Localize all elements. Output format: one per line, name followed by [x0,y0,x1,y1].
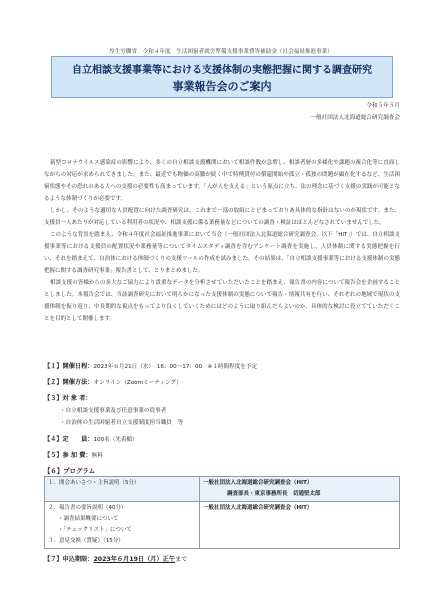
program-table [44,476,400,549]
section-value: 100名（先着順） [93,437,138,443]
program-item: ２．報告書の要旨説明（40分） [48,505,127,511]
program-cell-left [45,477,200,502]
program-item: １．開会あいさつ・主旨説明（5分） [48,480,140,486]
section-datetime [44,361,257,370]
section-capacity [44,434,138,443]
program-cell-right [200,477,400,502]
speaker-name: 調査部長・東京事務所長 切通堅太郎 [227,491,321,497]
section-label: 【２】開催方法： [44,379,94,386]
title-line-1: 自立相談支援事業等における支援体制の実態把握に関する調査研究 [72,65,372,76]
paragraph: このような背景を踏まえ、令和４年度社会福祉推進事業において当会（一般社団法人北海道総合研究調査会、以下「HIT」）では、自立相談支援事業等における支援員の配置状況や業務量等についてタイムスタディ調査を含むアンケート調査を実施し、人員体制に関する実態把握を行い、それを踏まえて、自治体における体制づくりの支援ツールの作成を試みました。その結果は、「自立相談支援事業等における支援体制の実態把握に関する調査研究事業」報告書として、とりまとめました。 [44,232,400,274]
table-row [45,502,400,549]
paragraph: 相談支援の皆様からの多大なご協力により貴重なデータを分析させていただいたことを踏まえ、報告書の内容について報告会を企画することとしました。本報告会では、当該調査研究において明らかになった支援体制の実態について報告・情報共有を行い、それぞれの地域で現状の支援体制を振り返り、中長期的な視点をもってより良くしていくためにはどのように取り組んだらよいのか、具体的な検討に役立てていただくことを目的として開催します。 [44,280,400,322]
program-cell-right [200,502,400,549]
organization: 一般社団法人北海道総合研究調査会 [310,115,400,121]
program-item: ３．意見交換（質疑）（15分） [48,538,124,544]
section-deadline [44,554,187,563]
paragraph: 新型コロナウイルス感染症の影響により、多くの自立相談支援機関において相談件数が急増し、相談者層の多様化や課題の複合化等に直面しながらの対応が求められてきました。また、最近でも物価の高騰が続く中で特例貸付の償還開始や孤立・孤独の問題が顕在化するなど、生活困窮状態やその恐れのある人への支援の必要性も高まっています。「人が人を支える」という原点に立ち、法の理念に基づく支援の実践が可能となるような体制づくりが必要です。 [44,160,400,202]
body-text [44,157,400,325]
program-cell-left [45,502,200,549]
paragraph: しかし、そのような適切な人員配置に向けた調査研究は、これまで一部の取組にとどまっておりあ具体的な指針はないのが現状です。また、支援員一人あたりが対応している利用者の状況や、相談支援に係る業務量などについての調査・検証はほとんどなされていませんでした。 [44,208,400,226]
section-value: オンライン（Zoomミーティング） [93,380,182,386]
table-row [45,477,400,502]
section-format [44,377,182,386]
section-target [44,393,92,402]
section-fee [44,450,103,459]
section-label: 【７】申込期限： [44,556,94,563]
section-label: 【４】定 員： [44,436,94,443]
speaker-org: 一般社団法人北海道総合研究調査会（HIT） [203,505,313,511]
issue-date: 令和５年５月 [366,103,400,109]
section-value: 2023年６月21日（水） 16：00～17：00 ※１時間程度を予定 [93,364,258,370]
list-item: ・自治体の生活困窮者自立支援制度担当職員 等 [60,420,184,426]
title-box [51,56,393,98]
section-label: 【３】対 象 者： [44,395,92,402]
list-item: ・自立相談支援事業及び任意事業の従事者 [60,408,167,414]
section-program: 【６】プログラム [44,467,96,475]
target-list [60,405,183,429]
funding-caption: 厚生労働省 令和４年度 生活困窮者就労準備支援事業費等補助金（社会福祉推進事業） [109,49,333,55]
section-label: 【１】開催日程： [44,363,94,370]
section-value: 無料 [91,453,103,459]
speaker-org: 一般社団法人北海道総合研究調査会（HIT） [203,480,313,486]
program-subitem: ・「チェックリスト」について [58,527,132,533]
program-subitem: ・調査結果概要について [58,516,119,522]
deadline-date: 2023年６月19日（月）正午 [93,556,176,563]
title-line-2: 事業報告会のご案内 [172,80,272,93]
section-label: 【５】参 加 費： [44,452,92,459]
deadline-suffix: まで [175,556,188,563]
